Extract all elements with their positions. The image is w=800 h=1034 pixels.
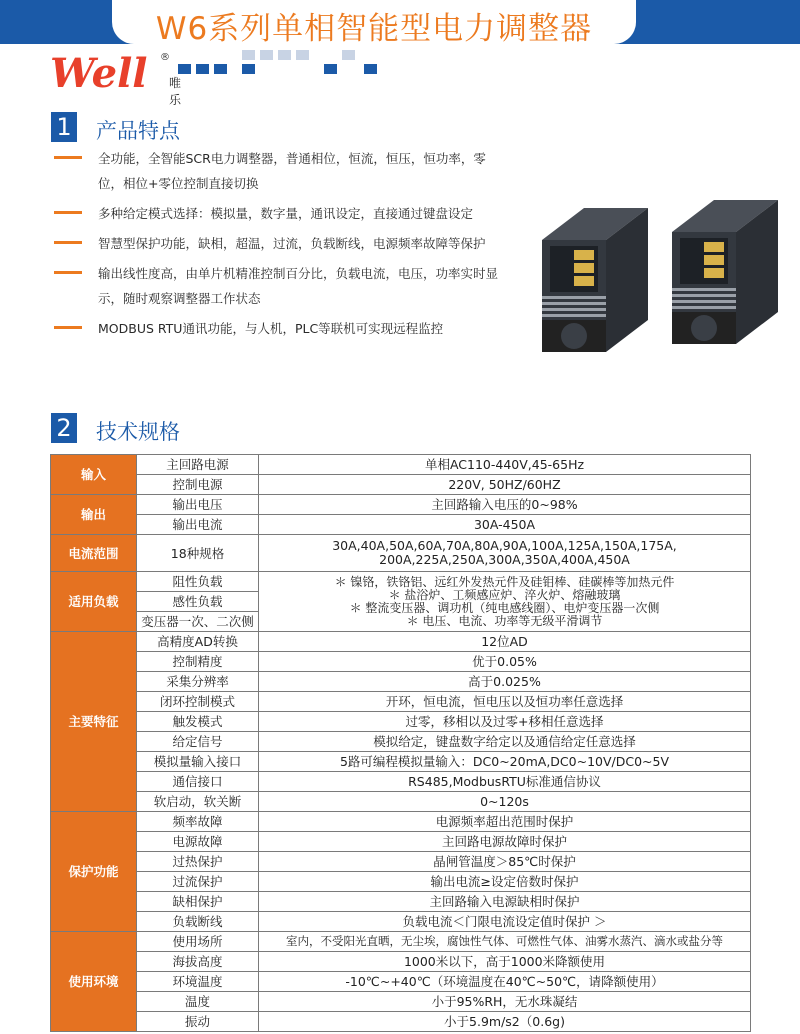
dash-bullet-icon xyxy=(54,211,82,214)
value-cell: 晶闸管温度＞85℃时保护 xyxy=(259,852,751,872)
value-cell: 单相AC110-440V,45-65Hz xyxy=(259,455,751,475)
value-cell: 0~120s xyxy=(259,792,751,812)
value-cell: 5路可编程模拟量输入：DC0~20mA,DC0~10V/DC0~5V xyxy=(259,752,751,772)
table-row xyxy=(51,952,751,972)
value-cell: 高于0.025% xyxy=(259,672,751,692)
item-cell: 软启动，软关断 xyxy=(137,792,259,812)
category-cell: 使用环境 xyxy=(51,932,137,1032)
table-row xyxy=(51,652,751,672)
deco-square xyxy=(278,50,291,60)
dash-bullet-icon xyxy=(54,156,82,159)
value-cell: 优于0.05% xyxy=(259,652,751,672)
table-row xyxy=(51,832,751,852)
category-cell: 输入 xyxy=(51,455,137,495)
decorative-squares xyxy=(178,50,418,80)
value-cell: 输出电流≥设定倍数时保护 xyxy=(259,872,751,892)
item-cell: 主回路电源 xyxy=(137,455,259,475)
value-cell: 12位AD xyxy=(259,632,751,652)
deco-square xyxy=(196,64,209,74)
value-cell xyxy=(259,572,751,632)
value-cell: 开环，恒电流，恒电压以及恒功率任意选择 xyxy=(259,692,751,712)
item-cell: 缺相保护 xyxy=(137,892,259,912)
deco-square xyxy=(342,50,355,60)
item-cell: 频率故障 xyxy=(137,812,259,832)
deco-square xyxy=(324,64,337,74)
feature-text: MODBUS RTU通讯功能，与人机，PLC等联机可实现远程监控 xyxy=(98,321,444,336)
table-row xyxy=(51,712,751,732)
spec-table xyxy=(50,454,751,1032)
table-row xyxy=(51,852,751,872)
deco-square xyxy=(260,50,273,60)
table-row xyxy=(51,632,751,652)
table-row xyxy=(51,475,751,495)
feature-item xyxy=(54,146,514,196)
item-cell: 使用场所 xyxy=(137,932,259,952)
item-cell: 通信接口 xyxy=(137,772,259,792)
deco-square xyxy=(242,64,255,74)
value-cell: 室内，不受阳光直晒，无尘埃，腐蚀性气体、可燃性气体、油雾水蒸汽、滴水或盐分等 xyxy=(259,932,751,952)
value-cell: RS485,ModbusRTU标准通信协议 xyxy=(259,772,751,792)
value-cell: 小于5.9m/s2（0.6g) xyxy=(259,1012,751,1032)
value-cell: 30A-450A xyxy=(259,515,751,535)
item-cell: 温度 xyxy=(137,992,259,1012)
title-box xyxy=(112,0,636,47)
feature-text: 多种给定模式选择：模拟量，数字量，通讯设定，直接通过键盘设定 xyxy=(98,206,474,221)
item-cell: 振动 xyxy=(137,1012,259,1032)
feature-text: 全功能，全智能SCR电力调整器，普通相位，恒流，恒压，恒功率，零位，相位+零位控制直接切换 xyxy=(98,151,486,191)
table-row xyxy=(51,912,751,932)
table-row xyxy=(51,495,751,515)
value-line: ＊ 电压、电流、功率等无级平滑调节 xyxy=(406,613,603,628)
page-title: W6系列单相智能型电力调整器 xyxy=(155,11,593,47)
table-row xyxy=(51,535,751,572)
logo-chinese-name: 唯乐 xyxy=(169,76,182,107)
category-cell: 适用负载 xyxy=(51,572,137,632)
value-cell: 220V, 50HZ/60HZ xyxy=(259,475,751,495)
table-row xyxy=(51,1012,751,1032)
item-cell: 输出电压 xyxy=(137,495,259,515)
table-row xyxy=(51,515,751,535)
value-cell: 电源频率超出范围时保护 xyxy=(259,812,751,832)
value-cell: 小于95%RH，无水珠凝结 xyxy=(259,992,751,1012)
table-row xyxy=(51,692,751,712)
item-cell: 环境温度 xyxy=(137,972,259,992)
section-2-number: 2 xyxy=(51,413,77,443)
table-row xyxy=(51,732,751,752)
dash-bullet-icon xyxy=(54,241,82,244)
feature-item xyxy=(54,261,514,311)
value-cell: -10℃~+40℃（环境温度在40℃~50℃，请降额使用） xyxy=(259,972,751,992)
item-cell: 输出电流 xyxy=(137,515,259,535)
deco-square xyxy=(214,64,227,74)
item-cell: 感性负载 xyxy=(137,592,259,612)
table-row xyxy=(51,572,751,592)
table-row xyxy=(51,672,751,692)
table-row xyxy=(51,992,751,1012)
item-cell: 海拔高度 xyxy=(137,952,259,972)
item-cell: 过热保护 xyxy=(137,852,259,872)
table-row xyxy=(51,892,751,912)
value-cell: 模拟给定，键盘数字给定以及通信给定任意选择 xyxy=(259,732,751,752)
deco-square xyxy=(242,50,255,60)
feature-item xyxy=(54,316,514,341)
table-row xyxy=(51,812,751,832)
table-row xyxy=(51,455,751,475)
section-2-title: 技术规格 xyxy=(96,420,180,444)
section-1-number: 1 xyxy=(51,112,77,142)
feature-text: 输出线性度高，由单片机精准控制百分比，负载电流，电压，功率实时显示，随时观察调整器工作状态 xyxy=(98,266,499,306)
item-cell: 给定信号 xyxy=(137,732,259,752)
item-cell: 电源故障 xyxy=(137,832,259,852)
value-cell: 主回路输入电压的0~98% xyxy=(259,495,751,515)
logo-wordmark: Well xyxy=(50,50,148,97)
table-row xyxy=(51,932,751,952)
table-row xyxy=(51,872,751,892)
product-photo xyxy=(528,180,800,370)
dash-bullet-icon xyxy=(54,271,82,274)
item-cell: 过流保护 xyxy=(137,872,259,892)
power-regulator-device xyxy=(542,208,648,352)
value-cell: 主回路电源故障时保护 xyxy=(259,832,751,852)
deco-square xyxy=(364,64,377,74)
item-cell: 高精度AD转换 xyxy=(137,632,259,652)
feature-item xyxy=(54,201,514,226)
value-line: 30A,40A,50A,60A,70A,80A,90A,100A,125A,150A,175A, xyxy=(332,538,677,553)
category-cell: 输出 xyxy=(51,495,137,535)
item-cell: 变压器一次、二次侧 xyxy=(137,612,259,632)
item-cell: 控制电源 xyxy=(137,475,259,495)
item-cell: 触发模式 xyxy=(137,712,259,732)
feature-item xyxy=(54,231,514,256)
value-cell: 负载电流＜门限电流设定值时保护 ＞ xyxy=(259,912,751,932)
section-1-title: 产品特点 xyxy=(96,119,180,143)
table-row xyxy=(51,752,751,772)
table-row xyxy=(51,972,751,992)
value-cell: 主回路输入电源缺相时保护 xyxy=(259,892,751,912)
registered-mark: ® xyxy=(160,52,170,63)
item-cell: 模拟量输入接口 xyxy=(137,752,259,772)
table-row xyxy=(51,792,751,812)
deco-square xyxy=(296,50,309,60)
item-cell: 阻性负载 xyxy=(137,572,259,592)
value-cell: 1000米以下，高于1000米降额使用 xyxy=(259,952,751,972)
category-cell: 保护功能 xyxy=(51,812,137,932)
header-bar xyxy=(0,0,800,47)
value-line: ＊ 整流变压器、调功机（纯电感线圈）、电炉变压器一次侧 xyxy=(349,600,660,615)
dash-bullet-icon xyxy=(54,326,82,329)
category-cell: 主要特征 xyxy=(51,632,137,812)
item-cell: 负载断线 xyxy=(137,912,259,932)
power-regulator-device xyxy=(672,200,778,344)
feature-list xyxy=(54,146,514,346)
value-cell xyxy=(259,535,751,572)
category-cell: 电流范围 xyxy=(51,535,137,572)
item-cell: 采集分辨率 xyxy=(137,672,259,692)
item-cell: 控制精度 xyxy=(137,652,259,672)
deco-square xyxy=(178,64,191,74)
brand-logo xyxy=(50,50,182,107)
item-cell: 18种规格 xyxy=(137,535,259,572)
value-line: ＊ 镍铬，铁铬铝、远红外发热元件及硅钼棒、硅碳棒等加热元件 xyxy=(334,574,675,589)
value-cell: 过零，移相以及过零+移相任意选择 xyxy=(259,712,751,732)
table-row xyxy=(51,772,751,792)
feature-text: 智慧型保护功能，缺相，超温，过流，负载断线，电源频率故障等保护 xyxy=(98,236,486,251)
item-cell: 闭环控制模式 xyxy=(137,692,259,712)
value-line: 200A,225A,250A,300A,350A,400A,450A xyxy=(379,552,630,567)
value-line: ＊ 盐浴炉、工频感应炉、淬火炉、熔融玻璃 xyxy=(388,587,621,602)
